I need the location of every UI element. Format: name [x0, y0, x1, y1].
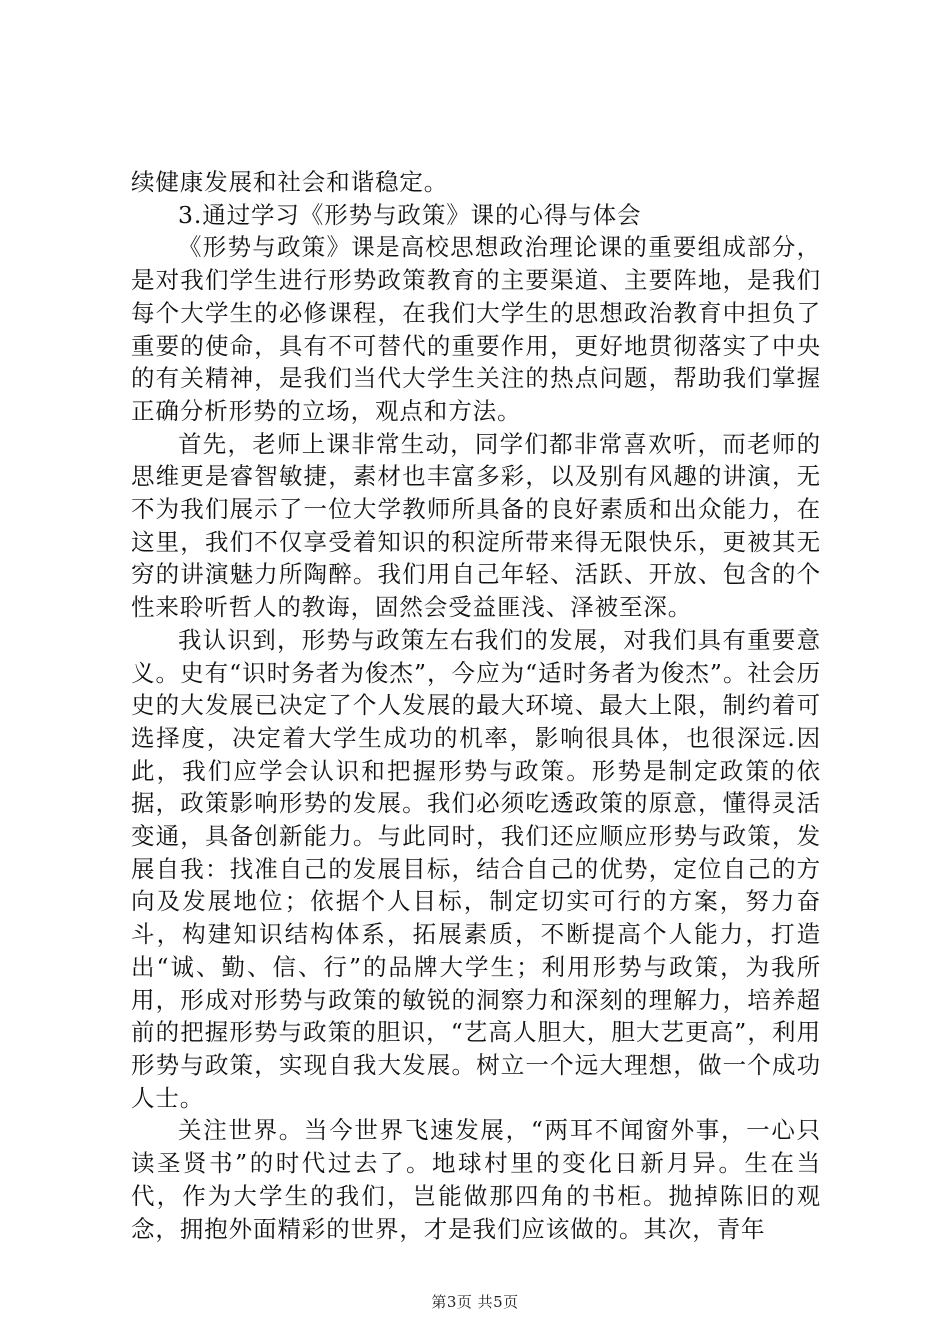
paragraph: 《形势与政策》课是高校思想政治理论课的重要组成部分，是对我们学生进行形势政策教育的主要渠道、主要阵地，是我们每个大学生的必修课程，在我们大学生的思想政治教育中担负了重要的使命，具有不可替代的重要作用，更好地贯彻落实了中央的有关精神，是我们当代大学生关注的热点问题，帮助我们掌握正确分析形势的立场，观点和方法。 — [131, 233, 821, 425]
paragraph-continuation: 续健康发展和社会和谐稳定。 — [131, 168, 449, 196]
paragraph: 关注世界。当今世界飞速发展，“两耳不闻窗外事，一心只读圣贤书”的时代过去了。地球村里的变化日新月异。生在当代，作为大学生的我们，岂能做那四角的书柜。抛掉陈旧的观念，拥抱外面精彩的世界，才是我们应该做的。其次，青年 — [131, 1116, 821, 1243]
paragraph: 首先，老师上课非常生动，同学们都非常喜欢听，而老师的思维更是睿智敏捷，素材也丰富多彩，以及别有风趣的讲演，无不为我们展示了一位大学教师所具备的良好素质和出众能力，在这里，我们不仅享受着知识的积淀所带来得无限快乐，更被其无穷的讲演魅力所陶醉。我们用自己年轻、活跃、开放、包含的个性来聆听哲人的教诲，固然会受益匪浅、泽被至深。 — [131, 429, 821, 622]
section-heading: 3.通过学习《形势与政策》课的心得与体会 — [178, 200, 642, 229]
page-footer: 第3页 共5页 — [431, 1293, 519, 1311]
document-body — [131, 166, 821, 1245]
paragraph: 我认识到，形势与政策左右我们的发展，对我们具有重要意义。史有“识时务者为俊杰”，今应为“适时务者为俊杰”。社会历史的大发展已决定了个人发展的最大环境、最大上限，制约着可选择度，决定着大学生成功的机率，影响很具体，也很深远.因此，我们应学会认识和把握形势与政策。形势是制定政策的依据，政策影响形势的发展。我们必须吃透政策的原意，懂得灵活变通，具备创新能力。与此同时，我们还应顺应形势与政策，发展自我：找准自己的发展目标，结合自己的优势，定位自己的方向及发展地位；依据个人目标，制定切实可行的方案，努力奋斗，构建知识结构体系，拓展素质，不断提高个人能力，打造出“诚、勤、信、行”的品牌大学生；利用形势与政策，为我所用，形成对形势与政策的敏锐的洞察力和深刻的理解力，培养超前的把握形势与政策的胆识，“艺高人胆大，胆大艺更高”，利用形势与政策，实现自我大发展。树立一个远大理想，做一个成功人士。 — [131, 625, 821, 1112]
